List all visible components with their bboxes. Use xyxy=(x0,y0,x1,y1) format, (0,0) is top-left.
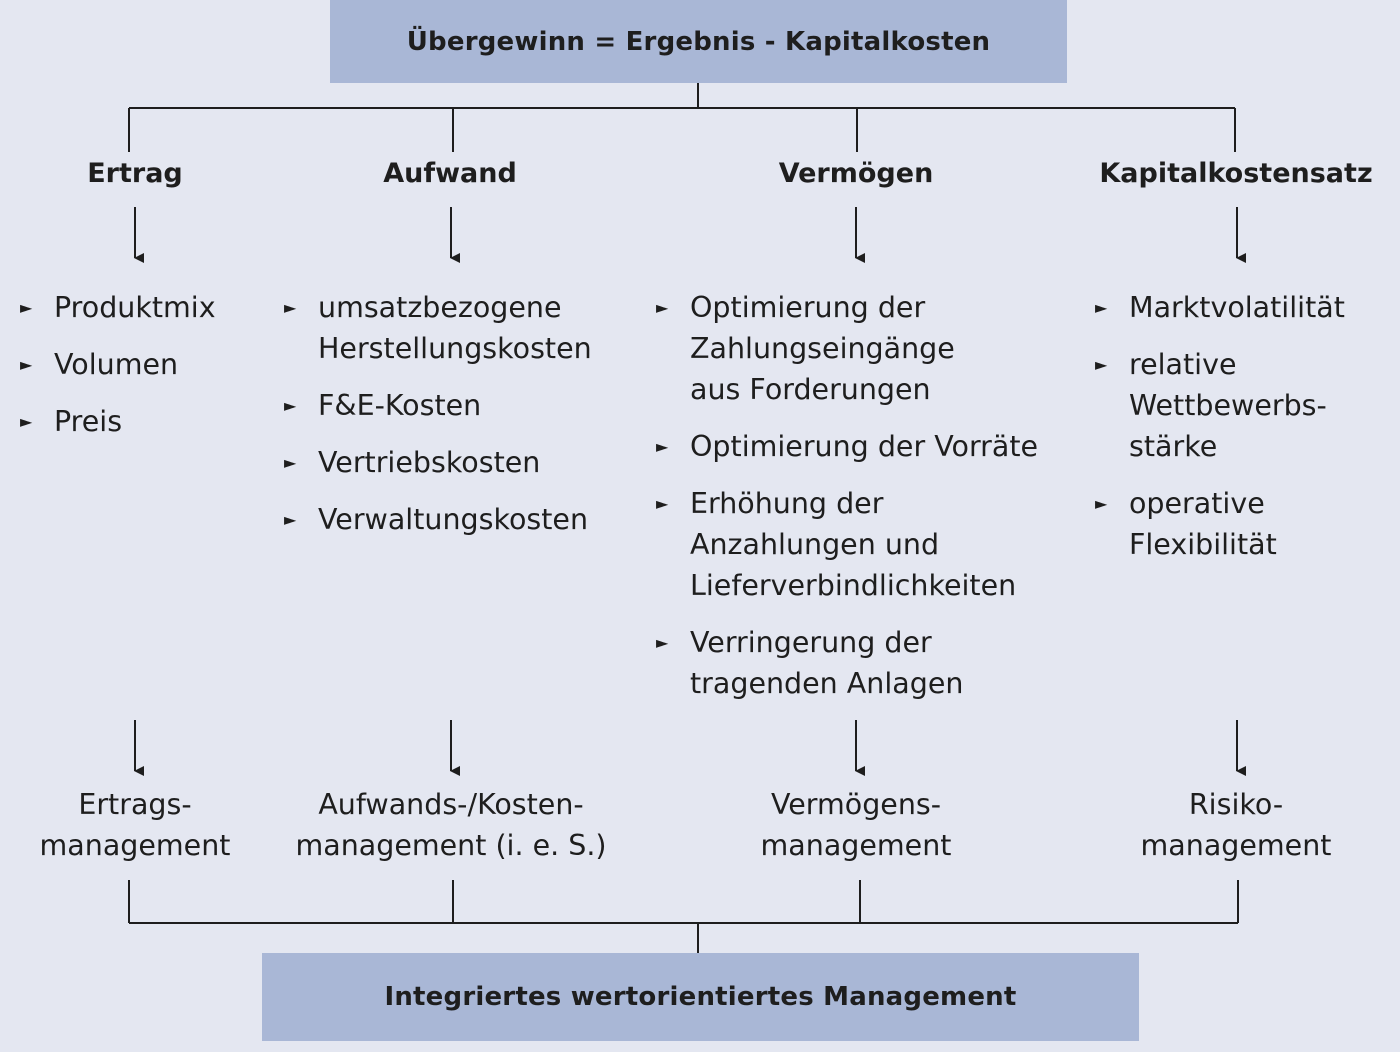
list-item xyxy=(20,287,216,328)
list-item xyxy=(284,442,592,483)
bullet-icon: ► xyxy=(656,298,669,317)
bullet-icon: ► xyxy=(656,494,669,513)
bullet-icon: ► xyxy=(1095,298,1108,317)
list-item-text: relative Wettbewerbs- stärke xyxy=(1129,348,1327,463)
top-banner: Übergewinn = Ergebnis - Kapitalkosten xyxy=(330,0,1067,83)
bullet-icon: ► xyxy=(20,355,33,374)
list-item-text: umsatzbezogene Herstellungskosten xyxy=(318,291,592,365)
ertrag-management-label: Ertrags- management xyxy=(39,788,231,862)
list-item xyxy=(656,483,1038,606)
list-item xyxy=(284,287,592,369)
vermoegen-item-list xyxy=(656,287,1038,720)
bullet-icon: ► xyxy=(284,396,297,415)
list-item xyxy=(1095,344,1345,467)
bullet-icon: ► xyxy=(20,298,33,317)
ertrag-item-list xyxy=(20,287,216,458)
list-item-text: Produktmix xyxy=(54,291,216,324)
bullet-icon: ► xyxy=(284,453,297,472)
risiko-management-label: Risiko- management xyxy=(1140,788,1332,862)
list-item xyxy=(284,499,592,540)
bullet-icon: ► xyxy=(656,633,669,652)
bullet-icon: ► xyxy=(284,510,297,529)
list-item-text: Marktvolatilität xyxy=(1129,291,1345,324)
list-item-text: Verwaltungskosten xyxy=(318,503,589,536)
list-item-text: Optimierung der Vorräte xyxy=(690,430,1039,463)
bullet-icon: ► xyxy=(284,298,297,317)
aufwand-management-label: Aufwands-/Kosten- management (i. e. S.) xyxy=(295,788,607,862)
list-item-text: Vertriebskosten xyxy=(318,446,541,479)
list-item-text: Verringerung der tragenden Anlagen xyxy=(690,626,964,700)
list-item-text: Optimierung der Zahlungseingänge aus Forderungen xyxy=(690,291,955,406)
list-item xyxy=(20,401,216,442)
list-item-text: Volumen xyxy=(54,348,179,381)
list-item xyxy=(1095,287,1345,328)
category-kapitalkostensatz: Kapitalkostensatz xyxy=(1099,158,1373,189)
list-item-text: F&E-Kosten xyxy=(318,389,482,422)
vermoegen-management-label: Vermögens- management xyxy=(760,788,952,862)
kapitalkostensatz-item-list xyxy=(1095,287,1345,581)
list-item xyxy=(656,426,1038,467)
category-aufwand: Aufwand xyxy=(383,158,517,189)
list-item-text: Preis xyxy=(54,405,123,438)
list-item-text: Erhöhung der Anzahlungen und Lieferverbindlichkeiten xyxy=(690,487,1017,602)
bullet-icon: ► xyxy=(20,412,33,431)
bottom-banner: Integriertes wertorientiertes Management xyxy=(262,953,1139,1041)
aufwand-item-list xyxy=(284,287,592,556)
category-vermoegen: Vermögen xyxy=(778,158,934,189)
list-item xyxy=(1095,483,1345,565)
category-ertrag: Ertrag xyxy=(87,158,183,189)
bullet-icon: ► xyxy=(656,437,669,456)
bullet-icon: ► xyxy=(1095,494,1108,513)
list-item xyxy=(656,287,1038,410)
list-item xyxy=(20,344,216,385)
list-item xyxy=(656,622,1038,704)
list-item-text: operative Flexibilität xyxy=(1129,487,1277,561)
bullet-icon: ► xyxy=(1095,355,1108,374)
list-item xyxy=(284,385,592,426)
